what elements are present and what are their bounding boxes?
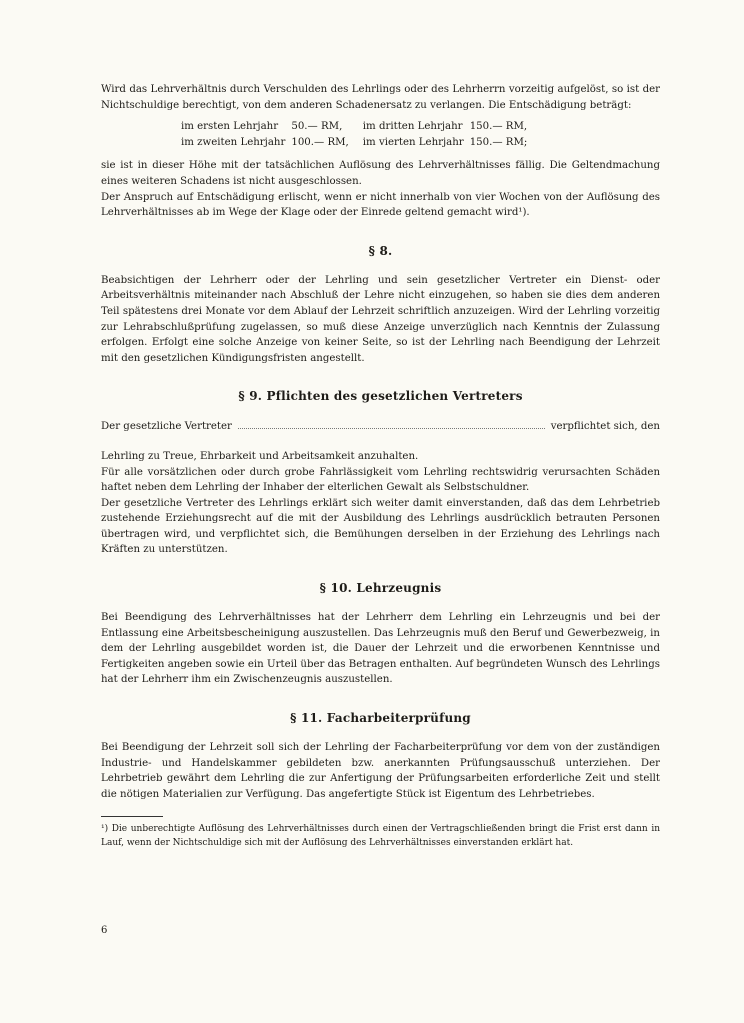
section-11-body: Bei Beendigung der Lehrzeit soll sich der Lehrling der Facharbeiterprüfung vor dem von der zuständigen Industrie- und Handelskammer gebildeten bzw. anerkannten Prüfungsausschuß unterziehen. Der Lehrbetrieb gewährt dem Lehrling die zur Anfertigung der Prüfungsarbeiten erforderliche Zeit und stellt die nötigen Materialien zur Verfügung. Das angefertigte Stück ist Eigentum des Lehrbetriebes. <box>101 742 660 800</box>
compensation-row <box>181 119 533 135</box>
intro-paragraph: sie ist in dieser Höhe mit der tatsächlichen Auflösung des Lehrverhältnisses fällig. Die Geltendmachung eines weiteren Schadens ist nicht ausgeschlossen. <box>101 160 660 187</box>
section-9-paragraph: Lehrling zu Treue, Ehrbarkeit und Arbeitsamkeit anzuhalten. <box>101 450 419 462</box>
year-label: im ersten Lehrjahr <box>181 121 279 133</box>
intro-paragraph: Der Anspruch auf Entschädigung erlischt, wenn er nicht innerhalb von vier Wochen von der Auflösung des Lehrverhältnisses ab im Wege der Klage oder der Einrede geltend gemacht wird¹). <box>101 191 660 219</box>
representative-line-end: verpflichtet sich, den <box>550 421 660 433</box>
year-amount: 150.— RM, <box>469 121 528 133</box>
section-heading-10: § 10. Lehrzeugnis <box>319 581 442 596</box>
section-10-body: Bei Beendigung des Lehrverhältnisses hat der Lehrherr dem Lehrling ein Lehrzeugnis und bei der Entlassung eine Arbeitsbescheinigung auszustellen. Das Lehrzeugnis muß den Beruf und Gewerbezweig, in dem der Lehrling ausgebildet worden ist, die Dauer der Lehrzeit und die erworbenen Kenntnisse und Fertigkeiten angeben sowie ein Urteil über das Betragen enthalten. Auf begründeten Wunsch des Lehrlings hat der Lehrherr ihm ein Zwischenzeugnis auszustellen. <box>101 612 660 686</box>
representative-line-start: Der gesetzliche Vertreter <box>101 421 232 433</box>
section-heading-8: § 8. <box>368 243 393 258</box>
year-label: im zweiten Lehrjahr <box>181 136 286 148</box>
intro-paragraph: Wird das Lehrverhältnis durch Verschulden des Lehrlings oder des Lehrherrn vorzeitig aufgelöst, so ist der Nichtschuldige berechtigt, von dem anderen Schadenersatz zu verlangen. Die Entschädigung beträgt: <box>101 84 660 111</box>
year-label: im vierten Lehrjahr <box>362 136 464 148</box>
section-8-body: Beabsichtigen der Lehrherr oder der Lehrling und sein gesetzlicher Vertreter ein Dienst- oder Arbeitsverhältnis miteinander nach Abschluß der Lehre nicht einzugehen, so haben sie dies dem anderen Teil spätestens drei Monate vor dem Ablauf der Lehrzeit schriftlich anzuzeigen. Wird der Lehrling vorzeitig zur Lehrabschlußprüfung zugelassen, so muß diese Anzeige unverzüglich nach Kenntnis der Zulassung erfolgen. Erfolgt eine solche Anzeige von keiner Seite, so ist der Lehrling nach Beendigung der Lehrzeit mit den gesetzlichen Kündigungsfristen angestellt. <box>101 274 660 364</box>
section-9-paragraph: Der gesetzliche Vertreter des Lehrlings erklärt sich weiter damit einverstanden, daß das dem Lehrbetrieb zustehende Erziehungsrecht auf die mit der Ausbildung des Lehrlings ausdrücklich betrauten Personen übertragen wird, und verpflichtet sich, die Bemühungen derselben in der Erziehung des Lehrlings nach Kräften zu unterstützen. <box>101 497 660 556</box>
year-label: im dritten Lehrjahr <box>362 121 463 133</box>
year-amount: 100.— RM, <box>291 136 349 148</box>
section-9-paragraph: Für alle vorsätzlichen oder durch grobe Fahrlässigkeit vom Lehrling rechtswidrig verursachten Schäden haftet neben dem Lehrling der Inhaber der elterlichen Gewalt als Selbstschuldner. <box>101 466 660 494</box>
section-heading-9: § 9. Pflichten des gesetzlichen Vertreters <box>238 389 523 404</box>
representative-line <box>101 418 660 435</box>
footnote: ¹) Die unberechtigte Auflösung des Lehrverhältnisses durch einen der Vertragschließenden bringt die Frist erst dann in Lauf, wenn der Nichtschuldige sich mit der Auflösung des Lehrverhältnisses einverstanden erklärt hat. <box>101 824 660 848</box>
page-number: 6 <box>101 925 108 936</box>
compensation-row <box>181 135 533 151</box>
year-amount: 50.— RM, <box>291 121 343 133</box>
footnote-rule <box>101 816 163 817</box>
representative-name-blank[interactable] <box>238 418 545 429</box>
year-amount: 150.— RM; <box>469 136 528 148</box>
section-heading-11: § 11. Facharbeiterprüfung <box>290 711 471 726</box>
compensation-table <box>181 119 533 150</box>
